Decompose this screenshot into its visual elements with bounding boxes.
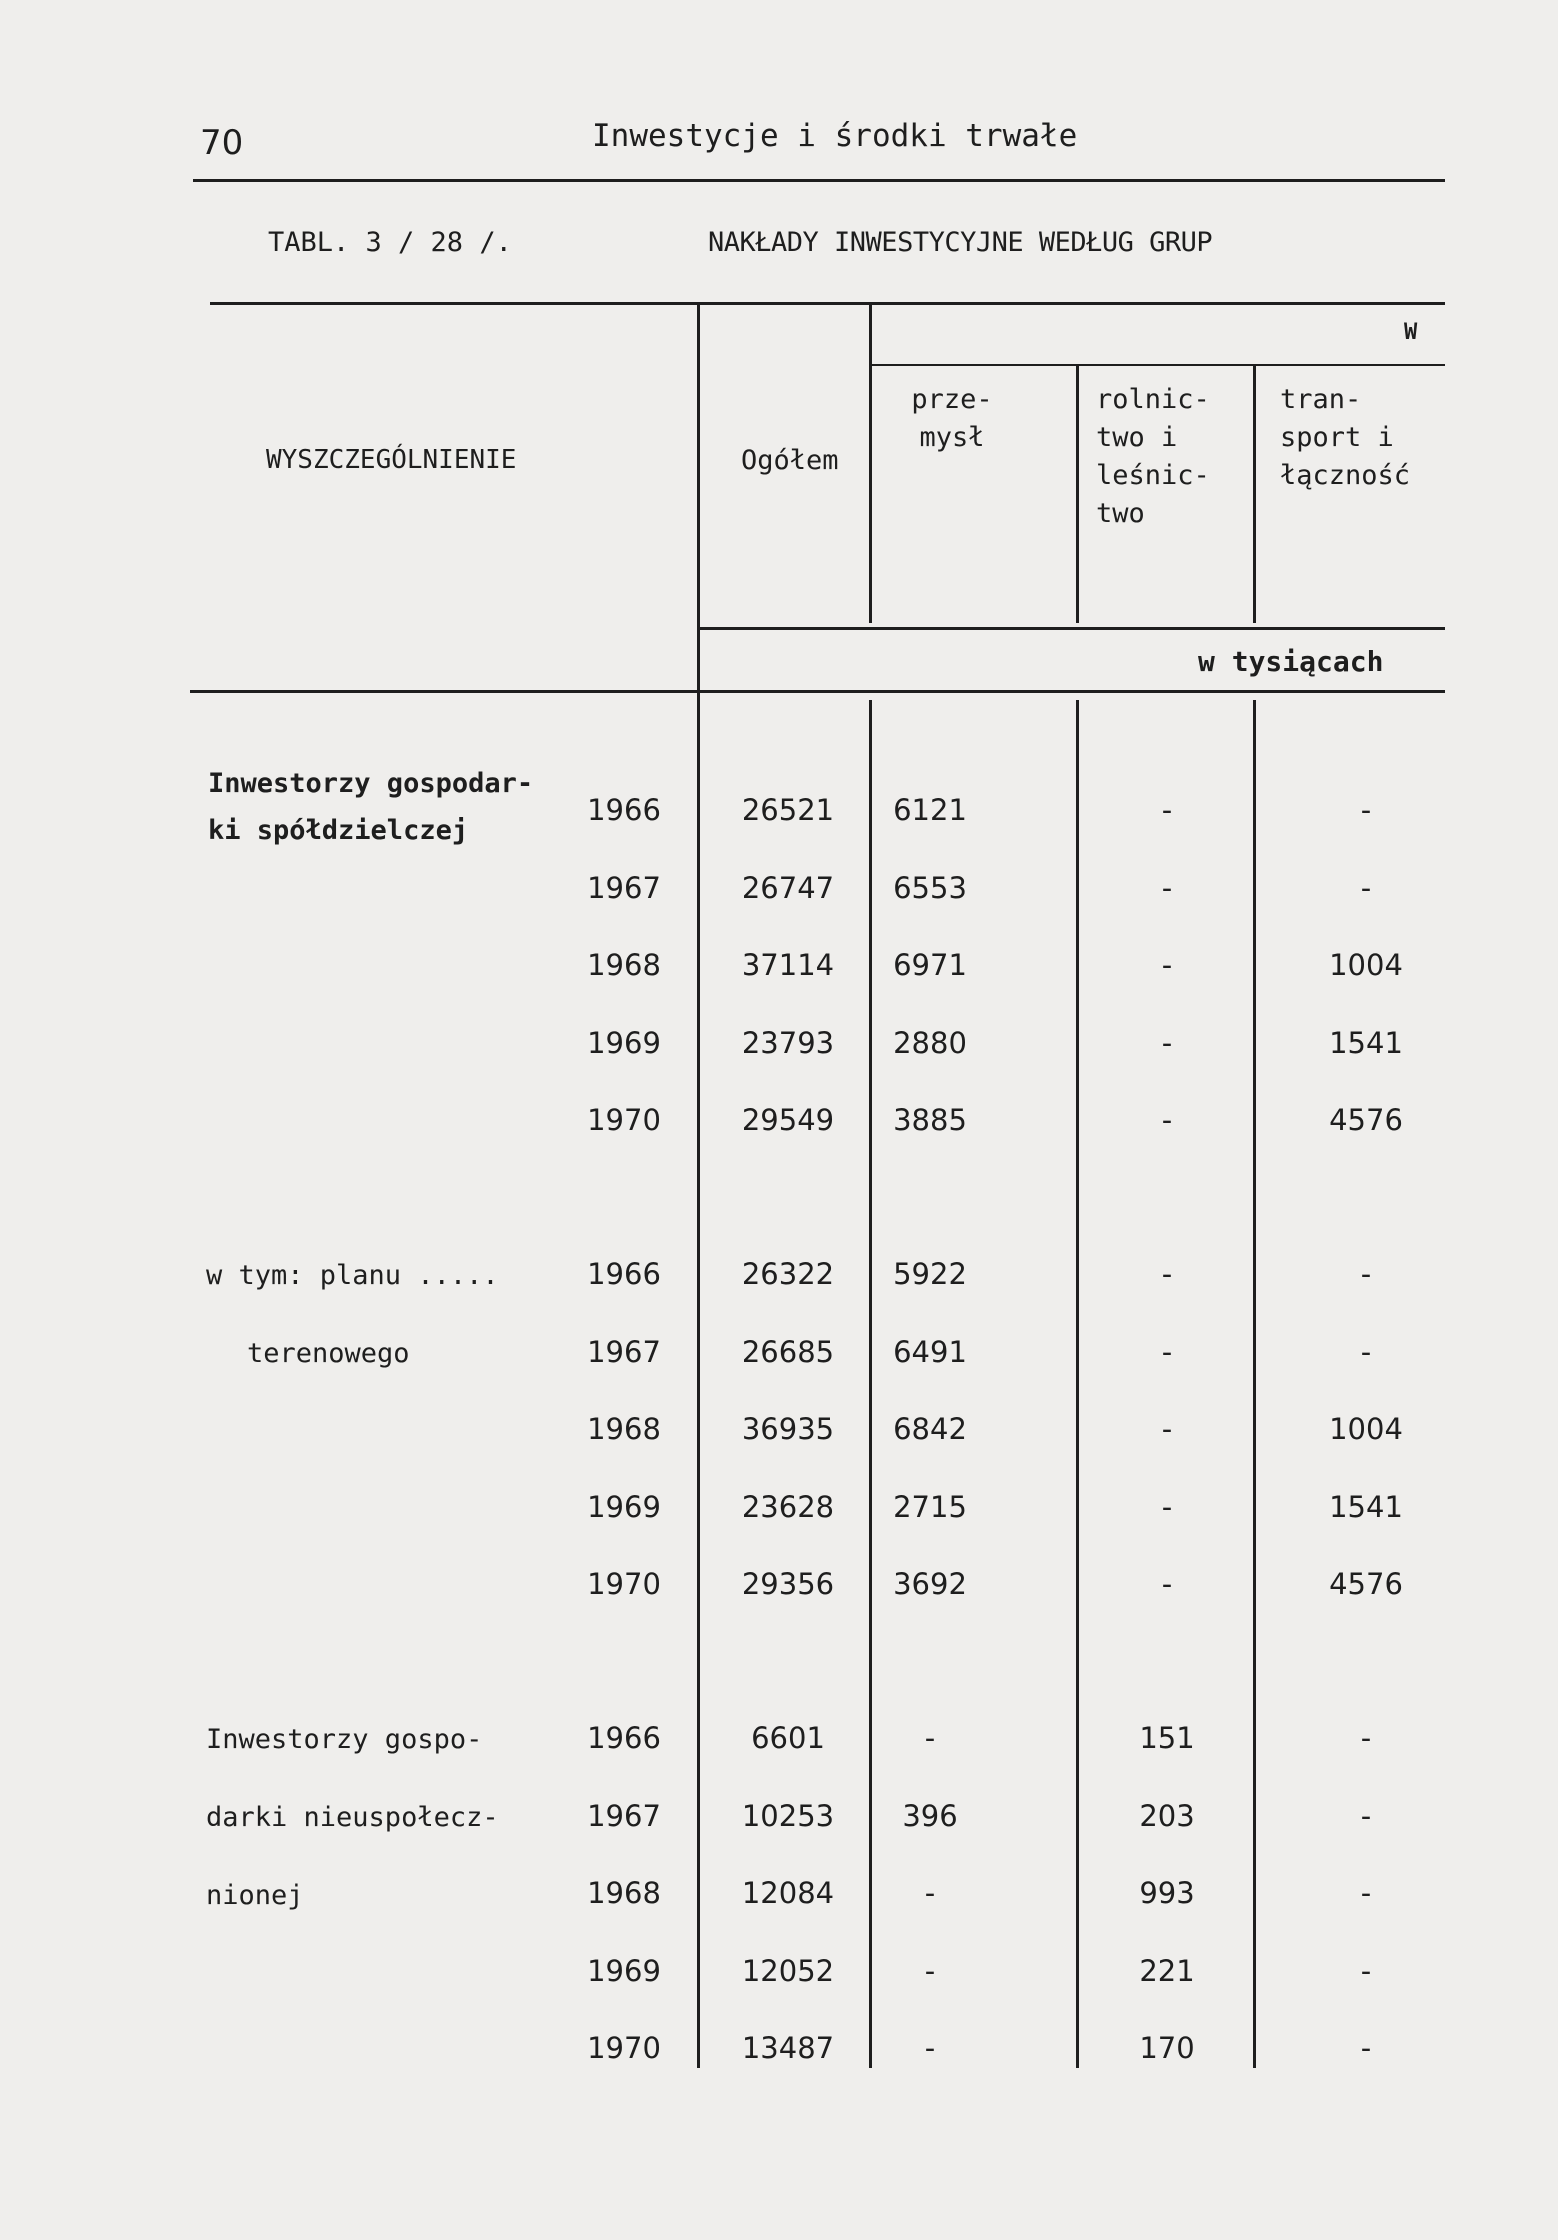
running-head: Inwestycje i środki trwałe: [592, 118, 1078, 154]
rolnictwo-cell: -: [1161, 793, 1173, 827]
header-przemysl: [884, 381, 1020, 457]
rolnictwo-cell: -: [1161, 1257, 1173, 1291]
year-cell: 1966: [587, 1721, 661, 1755]
ogolem-cell: 29356: [741, 1567, 835, 1601]
year-cell: 1969: [587, 1490, 661, 1524]
year-cell: 1969: [587, 1026, 661, 1060]
header-rolnictwo-line1: rolnic-: [1096, 384, 1210, 415]
ogolem-cell: 26685: [741, 1335, 835, 1369]
col4-left-border: [1253, 700, 1256, 2068]
transport-cell: -: [1360, 1799, 1372, 1833]
przemysl-cell: 6971: [893, 948, 967, 982]
ogolem-cell: 26521: [741, 793, 835, 827]
header-rolnictwo-line2: two i: [1096, 422, 1178, 453]
year-cell: 1968: [587, 1876, 661, 1910]
przemysl-cell: 396: [902, 1799, 958, 1833]
ogolem-cell: 23628: [741, 1490, 835, 1524]
col3-left-border-head: [1076, 366, 1079, 623]
col3-left-border: [1076, 700, 1079, 2068]
przemysl-cell: -: [924, 1954, 936, 1988]
ogolem-cell: 12052: [741, 1954, 835, 1988]
header-przemysl-line1: prze-: [911, 384, 993, 415]
przemysl-cell: 2715: [893, 1490, 967, 1524]
rolnictwo-cell: 203: [1139, 1799, 1195, 1833]
transport-cell: -: [1360, 1257, 1372, 1291]
header-rule: [697, 627, 1445, 630]
ogolem-cell: 37114: [741, 948, 835, 982]
transport-cell: -: [1360, 1721, 1372, 1755]
ogolem-cell: 26747: [741, 871, 835, 905]
rolnictwo-cell: -: [1161, 1335, 1173, 1369]
przemysl-cell: 6491: [893, 1335, 967, 1369]
header-transport-line3: łączność: [1280, 460, 1411, 491]
przemysl-cell: 6842: [893, 1412, 967, 1446]
header-rolnictwo-line4: two: [1096, 498, 1145, 529]
transport-cell: 4576: [1329, 1567, 1403, 1601]
transport-cell: 4576: [1329, 1103, 1403, 1137]
rolnictwo-cell: -: [1161, 871, 1173, 905]
year-cell: 1966: [587, 793, 661, 827]
transport-cell: 1004: [1329, 948, 1403, 982]
transport-cell: 1541: [1329, 1026, 1403, 1060]
ogolem-cell: 10253: [741, 1799, 835, 1833]
section1-label-line2: ki spółdzielczej: [208, 815, 469, 846]
rolnictwo-cell: 151: [1139, 1721, 1195, 1755]
group-rule: [870, 364, 1445, 366]
year-cell: 1966: [587, 1257, 661, 1291]
header-transport-line1: tran-: [1280, 384, 1362, 415]
page-number: 70: [200, 123, 244, 163]
section3-label-line1: Inwestorzy gospo-: [206, 1724, 483, 1755]
header-transport-line2: sport i: [1280, 422, 1394, 453]
header-przemysl-line2: mysł: [919, 422, 985, 453]
ogolem-cell: 29549: [741, 1103, 835, 1137]
section3-label-line2: darki nieuspołecz-: [206, 1802, 499, 1833]
year-cell: 1970: [587, 1103, 661, 1137]
col4-left-border-head: [1253, 366, 1256, 623]
year-cell: 1970: [587, 1567, 661, 1601]
header-unit: w tysiącach: [1198, 645, 1384, 678]
year-cell: 1970: [587, 2031, 661, 2065]
przemysl-cell: 6553: [893, 871, 967, 905]
rolnictwo-cell: 993: [1139, 1876, 1195, 1910]
przemysl-cell: 3692: [893, 1567, 967, 1601]
header-rolnictwo: [1088, 381, 1244, 533]
head-rule: [193, 179, 1445, 182]
section2-label-line1: w tym: planu .....: [206, 1260, 499, 1291]
section3-label-line3: nionej: [206, 1880, 304, 1911]
col2-left-border-head: [869, 303, 872, 623]
transport-cell: -: [1360, 1335, 1372, 1369]
transport-cell: 1004: [1329, 1412, 1403, 1446]
table-title: NAKŁADY INWESTYCYJNE WEDŁUG GRUP: [708, 227, 1213, 258]
przemysl-cell: -: [924, 1876, 936, 1910]
header-transport: [1280, 381, 1450, 495]
year-cell: 1969: [587, 1954, 661, 1988]
przemysl-cell: 5922: [893, 1257, 967, 1291]
rolnictwo-cell: -: [1161, 1567, 1173, 1601]
section2-label-line2: terenowego: [247, 1338, 410, 1369]
ogolem-cell: 13487: [741, 2031, 835, 2065]
przemysl-cell: 2880: [893, 1026, 967, 1060]
ogolem-cell: 23793: [741, 1026, 835, 1060]
rolnictwo-cell: 221: [1139, 1954, 1195, 1988]
rolnictwo-cell: -: [1161, 1103, 1173, 1137]
ogolem-cell: 26322: [741, 1257, 835, 1291]
year-cell: 1968: [587, 1412, 661, 1446]
year-cell: 1967: [587, 1799, 661, 1833]
przemysl-cell: 3885: [893, 1103, 967, 1137]
year-cell: 1967: [587, 1335, 661, 1369]
transport-cell: -: [1360, 2031, 1372, 2065]
transport-cell: 1541: [1329, 1490, 1403, 1524]
transport-cell: -: [1360, 1876, 1372, 1910]
table-label: TABL. 3 / 28 /.: [268, 227, 512, 258]
ogolem-cell: 12084: [741, 1876, 835, 1910]
transport-cell: -: [1360, 871, 1372, 905]
rolnictwo-cell: -: [1161, 1490, 1173, 1524]
unit-rule: [190, 690, 1445, 693]
transport-cell: -: [1360, 1954, 1372, 1988]
rolnictwo-cell: 170: [1139, 2031, 1195, 2065]
przemysl-cell: -: [924, 1721, 936, 1755]
ogolem-cell: 6601: [751, 1721, 825, 1755]
header-ogolem: Ogółem: [741, 445, 839, 476]
header-group-w: W: [1404, 320, 1418, 345]
transport-cell: -: [1360, 793, 1372, 827]
table-top-rule: [210, 302, 1445, 305]
year-cell: 1968: [587, 948, 661, 982]
przemysl-cell: 6121: [893, 793, 967, 827]
przemysl-cell: -: [924, 2031, 936, 2065]
rolnictwo-cell: -: [1161, 948, 1173, 982]
ogolem-cell: 36935: [741, 1412, 835, 1446]
rolnictwo-cell: -: [1161, 1412, 1173, 1446]
rolnictwo-cell: -: [1161, 1026, 1173, 1060]
header-rolnictwo-line3: leśnic-: [1096, 460, 1210, 491]
col2-left-border: [869, 700, 872, 2068]
year-cell: 1967: [587, 871, 661, 905]
section1-label-line1: Inwestorzy gospodar-: [208, 768, 534, 799]
header-wyszczegolnienie: WYSZCZEGÓLNIENIE: [266, 445, 517, 475]
